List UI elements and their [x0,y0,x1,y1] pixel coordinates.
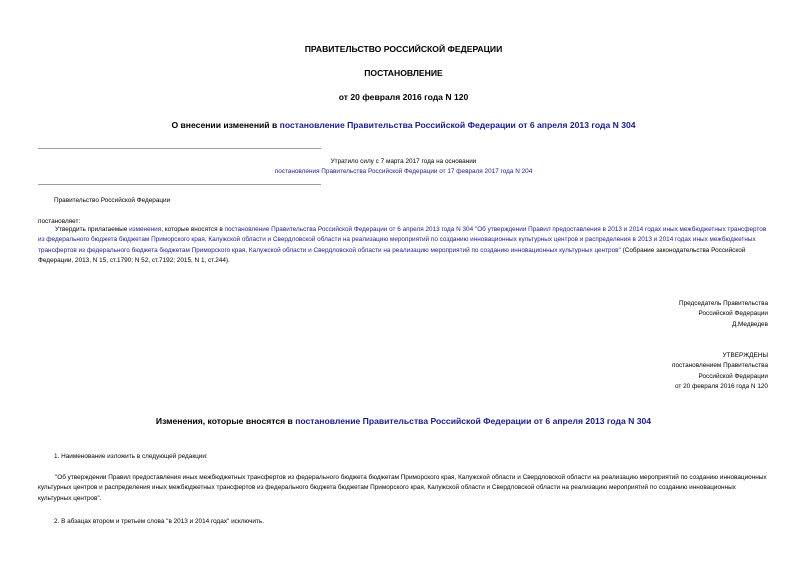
issuer: Правительство Российской Федерации [54,197,171,204]
approval-word: УТВЕРЖДЕНЫ [722,352,768,359]
approval-line-3: Российской Федерации [698,372,768,380]
status-line-1: Утратило силу с 7 марта 2017 года на основании [330,158,477,165]
p1-text-b: , которые вносятся в [161,226,225,233]
document-title [0,120,807,130]
title-link[interactable]: постановление Правительства Российской Федерации от 6 апреля 2013 года N 304 [279,120,636,130]
approval-block [672,351,768,392]
change-item-1-quote: "Об утверждении Правил предоставления иных межбюджетных трансфертов из федерального бюджета бюджетам Приморского края, Калужской области и Свердловской области на реализацию мероприятий по созданию инновационных культурных центров и распределения иных межбюджетных трансфертов из федерального бюджета бюджетам Приморского края, Калужской области и Свердловской области на реализацию мероприятий по созданию инновационных культурных центров". [38,474,767,502]
document-date-number: от 20 февраля 2016 года N 120 [338,92,469,102]
changes-link[interactable]: изменения [129,226,162,233]
changes-heading-link[interactable]: постановление Правительства Российской Федерации от 6 апреля 2013 года N 304 [295,416,652,426]
approval-line-2: постановлением Правительства [672,362,768,370]
signature-title: Председатель Правительства [679,300,768,307]
paragraph-1 [38,225,770,266]
changes-heading [0,416,807,426]
signature-name: Д.Медведев [731,320,768,328]
signature-block [679,299,768,330]
signature-org: Российской Федерации [698,310,768,318]
changes-heading-prefix: Изменения, которые вносятся в [155,416,296,426]
document-type: ПОСТАНОВЛЕНИЕ [364,68,443,78]
decree-304-link[interactable]: постановление Правительства Российской Федерации от 6 апреля 2013 года N 304 "Об утверждении Правил предоставления в 2013 и 2014 годах иных межбюджетных трансфертов из федерального бюджета бюджетам Приморского края, Калужской области и Свердловской области на реализацию мероприятий по созданию инновационных культурных центров и распределения в 2013 и 2014 годах иных межбюджетных трансфертов из федерального бюджета бюджетам Приморского края, Калужской области и Свердловской области на реализацию мероприятий по созданию инновационных культурных центров" [38,226,767,254]
title-prefix: О внесении изменений в [171,120,280,130]
change-item-2: 2. В абзацах втором и третьем слова "в 2013 и 2014 годах" исключить. [54,518,265,525]
p1-text-a: Утвердить прилагаемые [55,226,130,233]
status-divider-top [38,148,321,149]
change-item-1: 1. Наименование изложить в следующей редакции: [54,453,208,460]
decree-word: постановляет: [38,218,81,225]
status-divider-bottom [38,184,321,185]
p1-text-c: (Собрание законодательства Российской Федерации, 2013, N 15, ст.1790; N 52, ст.7192; 2015, N 1, ст.244). [38,246,746,264]
government-name: ПРАВИТЕЛЬСТВО РОССИЙСКОЙ ФЕДЕРАЦИИ [304,44,503,54]
approval-line-4: от 20 февраля 2016 года N 120 [675,382,768,390]
status-repeal-link[interactable]: постановления Правительства Российской Федерации от 17 февраля 2017 года N 204 [274,168,533,175]
